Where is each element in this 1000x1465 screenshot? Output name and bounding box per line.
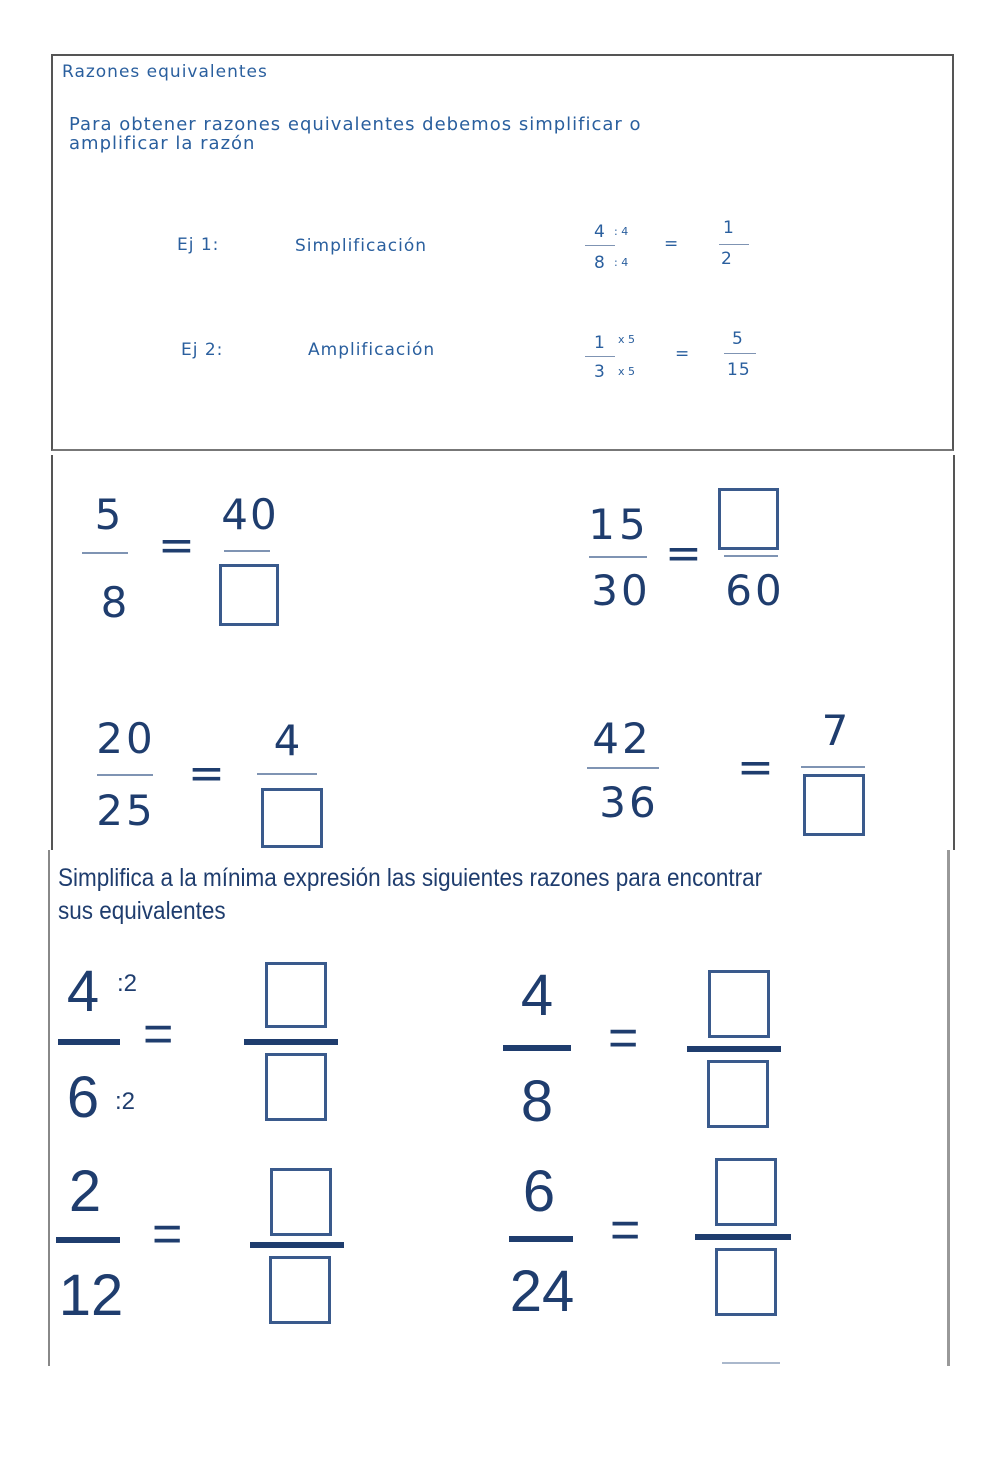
- example2-fraction-bar: [585, 356, 615, 357]
- ex2-item4-bar: [509, 1236, 573, 1242]
- ex2-item2-denominator: 8: [520, 1069, 554, 1134]
- ex1-item2-equals: =: [665, 528, 702, 579]
- example1-denominator-operation: : 4: [614, 256, 629, 269]
- ex2-item4-equals: =: [610, 1201, 641, 1259]
- ex2-item4-denominator: 24: [509, 1259, 575, 1324]
- example2-numerator: 1: [594, 333, 606, 353]
- ex2-item3-answer-numerator-box[interactable]: [270, 1168, 332, 1236]
- ex1-item3-bar: [97, 774, 153, 776]
- ex2-item2-bar: [503, 1045, 571, 1051]
- ex2-item2-answer-bar: [687, 1046, 781, 1052]
- ex2-item1-answer-denominator-box[interactable]: [265, 1053, 327, 1121]
- ex1-item3-denominator: 25: [96, 786, 156, 835]
- example2-numerator-operation: x 5: [618, 333, 636, 346]
- example1-result-numerator: 1: [723, 218, 735, 238]
- ex1-item1-denominator: 8: [100, 578, 128, 627]
- ex2-item1-numerator-operation: :2: [117, 970, 138, 997]
- ex2-item1-answer-bar: [244, 1039, 338, 1045]
- ex1-item3-numerator: 20: [96, 714, 156, 763]
- exercise2-instruction-line1: Simplifica a la mínima expresión las siguientes razones para encontrar: [58, 864, 763, 892]
- example1-numerator: 4: [594, 222, 606, 242]
- ex2-item1-numerator: 4: [66, 959, 100, 1024]
- ex1-item1-answer-bar: [224, 550, 270, 552]
- ex1-item4-equals: =: [737, 742, 774, 793]
- ex1-item4-numerator: 42: [592, 714, 652, 763]
- ex1-item1-answer-numerator: 40: [221, 490, 279, 539]
- ex2-item1-equals: =: [143, 1005, 174, 1063]
- intro-description-line2: amplificar la razón: [69, 133, 256, 154]
- ex2-item4-answer-bar: [695, 1234, 791, 1240]
- ex1-item2-answer-numerator-box[interactable]: [718, 488, 779, 550]
- example2-denominator-operation: x 5: [618, 365, 636, 378]
- example1-denominator: 8: [594, 253, 606, 273]
- ex1-item1-numerator: 5: [94, 490, 122, 539]
- example1-fraction-bar: [585, 245, 615, 246]
- ex2-item2-numerator: 4: [520, 963, 554, 1028]
- example1-label: Ej 1:: [177, 235, 220, 255]
- ex1-item2-answer-denominator: 60: [725, 566, 785, 615]
- intro-title: Razones equivalentes: [62, 62, 268, 82]
- ex1-item2-bar: [589, 556, 647, 558]
- ex2-item1-bar: [58, 1039, 120, 1045]
- ex1-item3-answer-denominator-box[interactable]: [261, 788, 323, 848]
- ex2-item2-answer-numerator-box[interactable]: [708, 970, 770, 1038]
- ex2-item3-bar: [56, 1237, 120, 1243]
- ex1-item4-answer-bar: [801, 766, 865, 768]
- ex1-item3-equals: =: [188, 748, 225, 799]
- ex2-item3-denominator: 12: [58, 1263, 124, 1328]
- example2-equals: =: [675, 344, 691, 364]
- ex2-item4-answer-numerator-box[interactable]: [715, 1158, 777, 1226]
- ex1-item4-answer-denominator-box[interactable]: [803, 774, 865, 836]
- ex1-item4-answer-numerator: 7: [821, 706, 849, 755]
- exercise2-instruction-line2: sus equivalentes: [58, 897, 226, 925]
- ex2-item1-answer-numerator-box[interactable]: [265, 962, 327, 1028]
- example2-result-numerator: 5: [732, 329, 744, 349]
- ex2-item1-denominator-operation: :2: [115, 1088, 136, 1115]
- ex1-item2-denominator: 30: [591, 566, 651, 615]
- ex1-item1-equals: =: [158, 520, 195, 571]
- example2-result-bar: [724, 353, 756, 354]
- ex2-item4-answer-denominator-box[interactable]: [715, 1248, 777, 1316]
- ex2-item4-numerator: 6: [522, 1159, 556, 1224]
- intro-description-line1: Para obtener razones equivalentes debemos simplificar o: [69, 114, 642, 135]
- ex1-item4-bar: [587, 767, 659, 769]
- example1-equals: =: [664, 234, 680, 254]
- ex1-item1-bar: [82, 552, 128, 554]
- example2-label: Ej 2:: [181, 340, 224, 360]
- example1-numerator-operation: : 4: [614, 225, 629, 238]
- ex2-item2-answer-denominator-box[interactable]: [707, 1060, 769, 1128]
- ex1-item3-answer-bar: [257, 773, 317, 775]
- ex1-item1-answer-denominator-box[interactable]: [219, 564, 279, 626]
- ex2-item3-numerator: 2: [68, 1159, 102, 1224]
- ex1-item2-answer-bar: [724, 555, 778, 557]
- example1-result-bar: [719, 244, 749, 245]
- ex2-item3-equals: =: [152, 1205, 183, 1263]
- ex1-item3-answer-numerator: 4: [273, 716, 301, 765]
- example1-result-denominator: 2: [721, 249, 733, 269]
- ex1-item2-numerator: 15: [588, 500, 650, 549]
- example2-name: Amplificación: [308, 340, 436, 360]
- ex1-item4-denominator: 36: [599, 778, 659, 827]
- ex2-item3-answer-denominator-box[interactable]: [269, 1256, 331, 1324]
- example1-name: Simplificación: [295, 236, 428, 256]
- example2-denominator: 3: [594, 362, 606, 382]
- ex2-item1-denominator: 6: [66, 1065, 100, 1130]
- cut-off-fraction-bar: [722, 1362, 780, 1364]
- ex2-item2-equals: =: [608, 1009, 639, 1067]
- ex2-item3-answer-bar: [250, 1242, 344, 1248]
- example2-result-denominator: 15: [727, 360, 751, 380]
